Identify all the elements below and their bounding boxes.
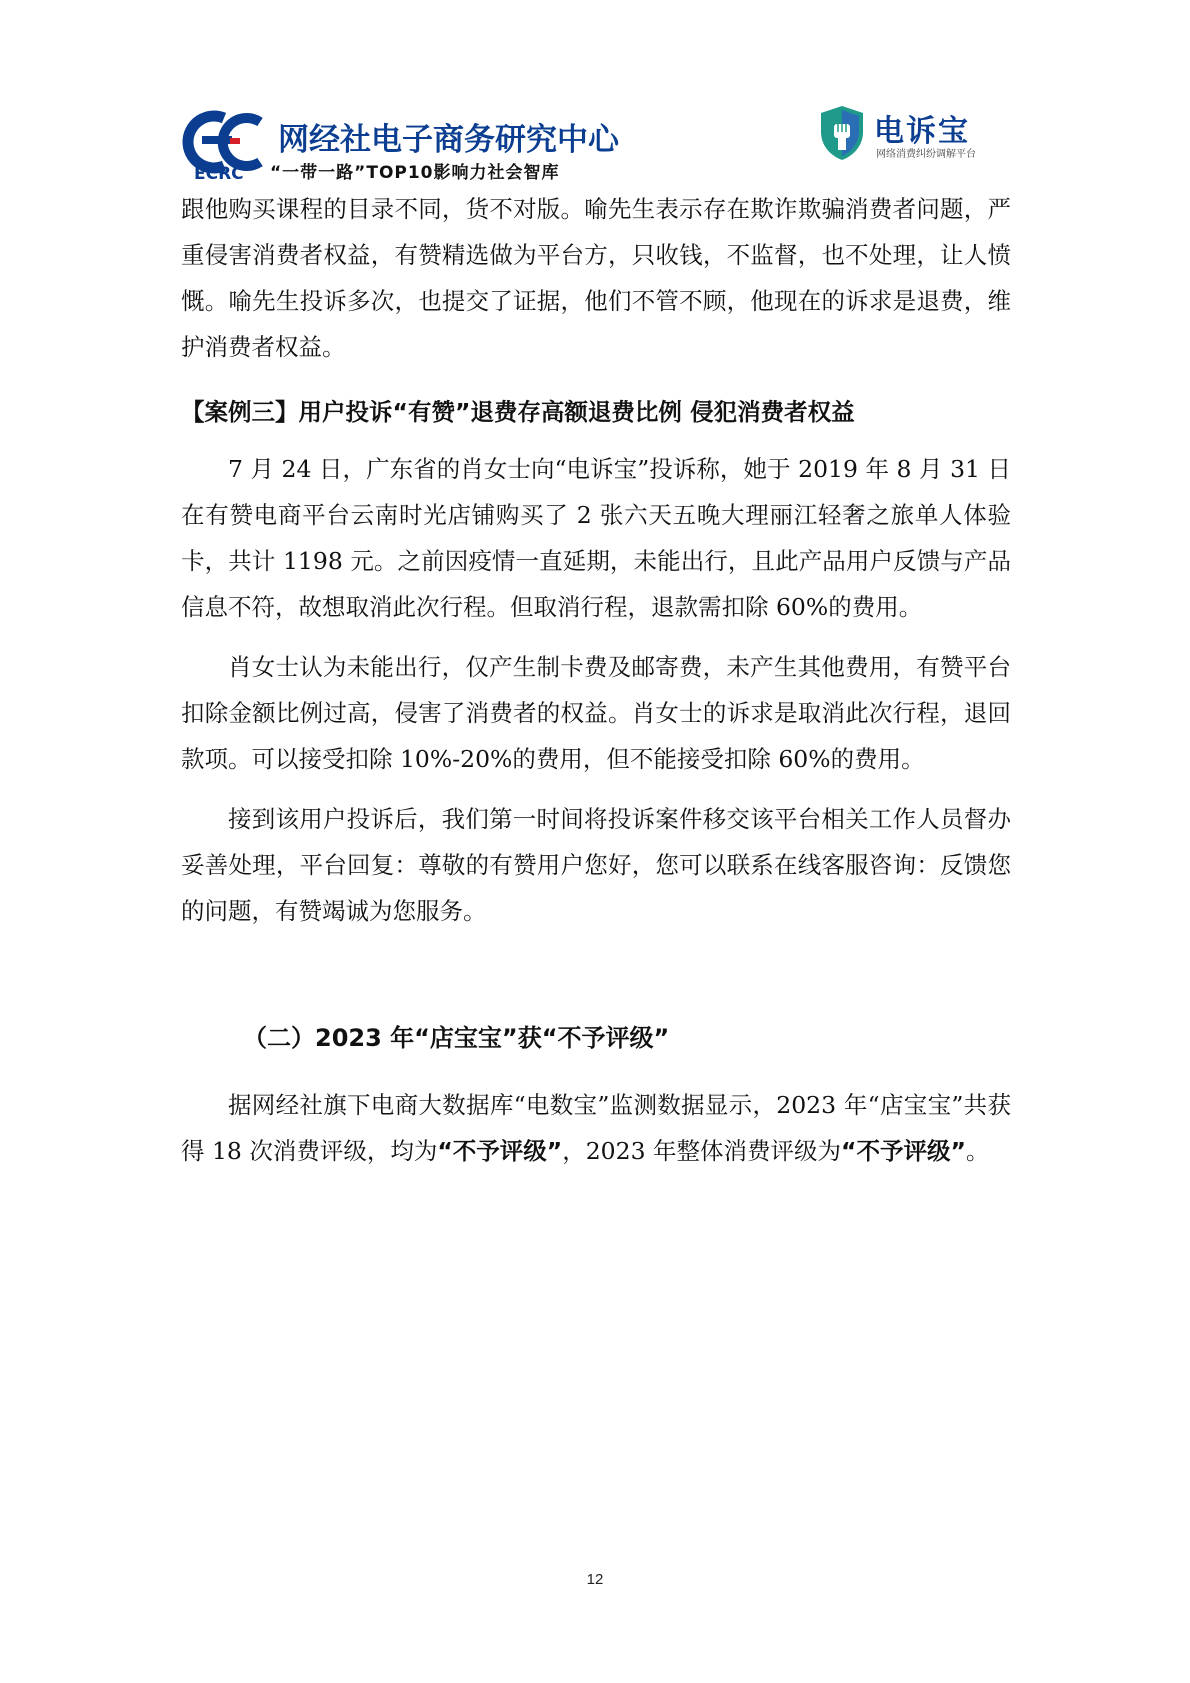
dianshubao-name: 电诉宝 <box>874 114 970 149</box>
section-two-text-c: 。 <box>965 1137 990 1165</box>
page-number: 12 <box>586 1571 604 1588</box>
section-two-text-b: ，2023 年整体消费评级为 <box>562 1137 842 1165</box>
dianshubao-logo <box>818 104 1018 166</box>
case-three-heading: 【案例三】用户投诉“有赞”退费存高额退费比例 侵犯消费者权益 <box>181 398 855 426</box>
dianshubao-tagline: 网络消费纠纷调解平台 <box>876 149 976 160</box>
page-header <box>0 0 1190 184</box>
rating-emphasis-1: “不予评级” <box>437 1137 563 1165</box>
rating-emphasis-2: “不予评级” <box>841 1137 966 1165</box>
ecrc-logo <box>180 108 619 184</box>
shield-fist-icon <box>818 104 866 162</box>
section-two-text-a: 据网经社旗下电商大数据库“电数宝”监测数据显示，2023 年“店宝宝”共获得 18 次消费评级，均为 <box>181 1091 1011 1165</box>
ecrc-name: 网经社电子商务研究中心 <box>278 122 619 158</box>
section-two-paragraph <box>181 1082 1011 1174</box>
ecrc-abbreviation: ECRC <box>194 164 244 184</box>
case-three-paragraph-2: 肖女士认为未能出行，仅产生制卡费及邮寄费，未产生其他费用，有赞平台扣除金额比例过高，侵害了消费者的权益。肖女士的诉求是取消此次行程，退回款项。可以接受扣除 10%-20%的费用，但不能接受扣除 60%的费用。 <box>181 653 1011 773</box>
case-three-paragraph-3: 接到该用户投诉后，我们第一时间将投诉案件移交该平台相关工作人员督办妥善处理，平台回复：尊敬的有赞用户您好，您可以联系在线客服咨询：反馈您的问题，有赞竭诚为您服务。 <box>181 805 1011 925</box>
section-two-heading: （二）2023 年“店宝宝”获“不予评级” <box>243 1024 670 1052</box>
case-three-paragraph-1: 7 月 24 日，广东省的肖女士向“电诉宝”投诉称，她于 2019 年 8 月 31 日在有赞电商平台云南时光店铺购买了 2 张六天五晚大理丽江轻奢之旅单人体验卡，共计 1198 元。之前因疫情一直延期，未能出行，且此产品用户反馈与产品信息不符，故想取消此次行程。但取消行程，退款需扣除 60%的费用。 <box>181 455 1011 621</box>
ecrc-slogan: “一带一路”TOP10影响力社会智库 <box>270 163 560 183</box>
paragraph-continued: 跟他购买课程的目录不同，货不对版。喻先生表示存在欺诈欺骗消费者问题，严重侵害消费者权益，有赞精选做为平台方，只收钱，不监督，也不处理，让人愤慨。喻先生投诉多次，也提交了证据，他们不管不顾，他现在的诉求是退费，维护消费者权益。 <box>181 195 1011 361</box>
page-content <box>181 186 1011 1174</box>
